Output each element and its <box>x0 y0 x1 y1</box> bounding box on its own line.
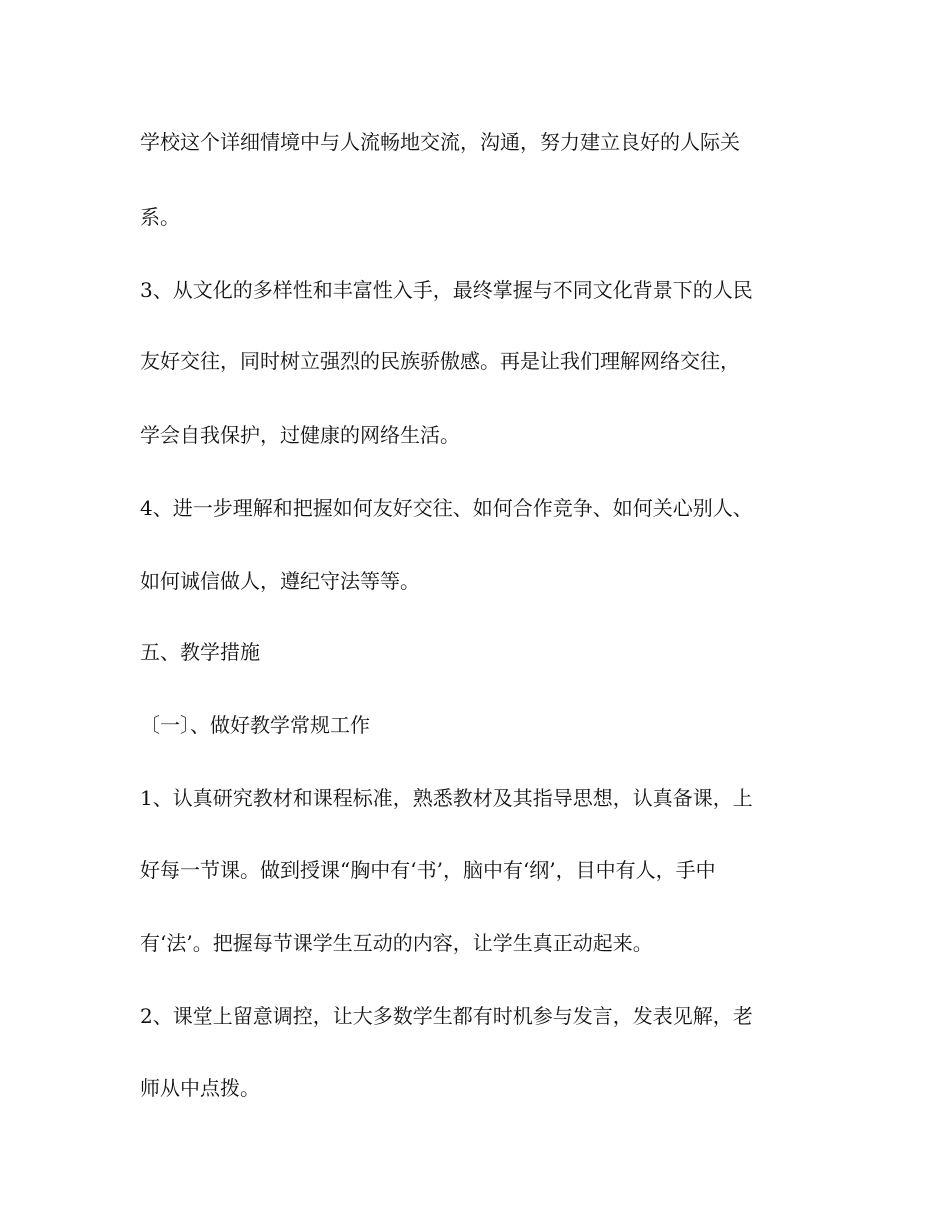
text-line: 友好交往，同时树立强烈的民族骄傲感。再是让我们理解网络交往， <box>140 349 740 373</box>
text-line: 系。 <box>140 205 180 229</box>
text-line: 2、课堂上留意调控，让大多数学生都有时机参与发言，发表见解，老 <box>140 1004 753 1028</box>
text-line: 4、进一步理解和把握如何友好交往、如何合作竞争、如何关心别人、 <box>140 496 753 520</box>
text-line: 学校这个详细情境中与人流畅地交流，沟通，努力建立良好的人际关 <box>140 130 740 154</box>
text-line: 师从中点拨。 <box>140 1076 260 1100</box>
text-line: 3、从文化的多样性和丰富性入手，最终掌握与不同文化背景下的人民 <box>140 278 753 302</box>
subsection-heading: 〔一〕、做好教学常规工作 <box>140 713 370 737</box>
text-line: 如何诚信做人，遵纪守法等等。 <box>140 569 420 593</box>
section-heading: 五、教学措施 <box>140 640 260 664</box>
text-line: 学会自我保护，过健康的网络生活。 <box>140 423 460 447</box>
text-line: 有‘法’。把握每节课学生互动的内容，让学生真正动起来。 <box>140 931 653 955</box>
text-line: 好每一节课。做到授课“胸中有‘书’，脑中有‘纲’，目中有人，手中 <box>140 858 716 882</box>
text-line: 1、认真研究教材和课程标准，熟悉教材及其指导思想，认真备课，上 <box>140 786 753 810</box>
